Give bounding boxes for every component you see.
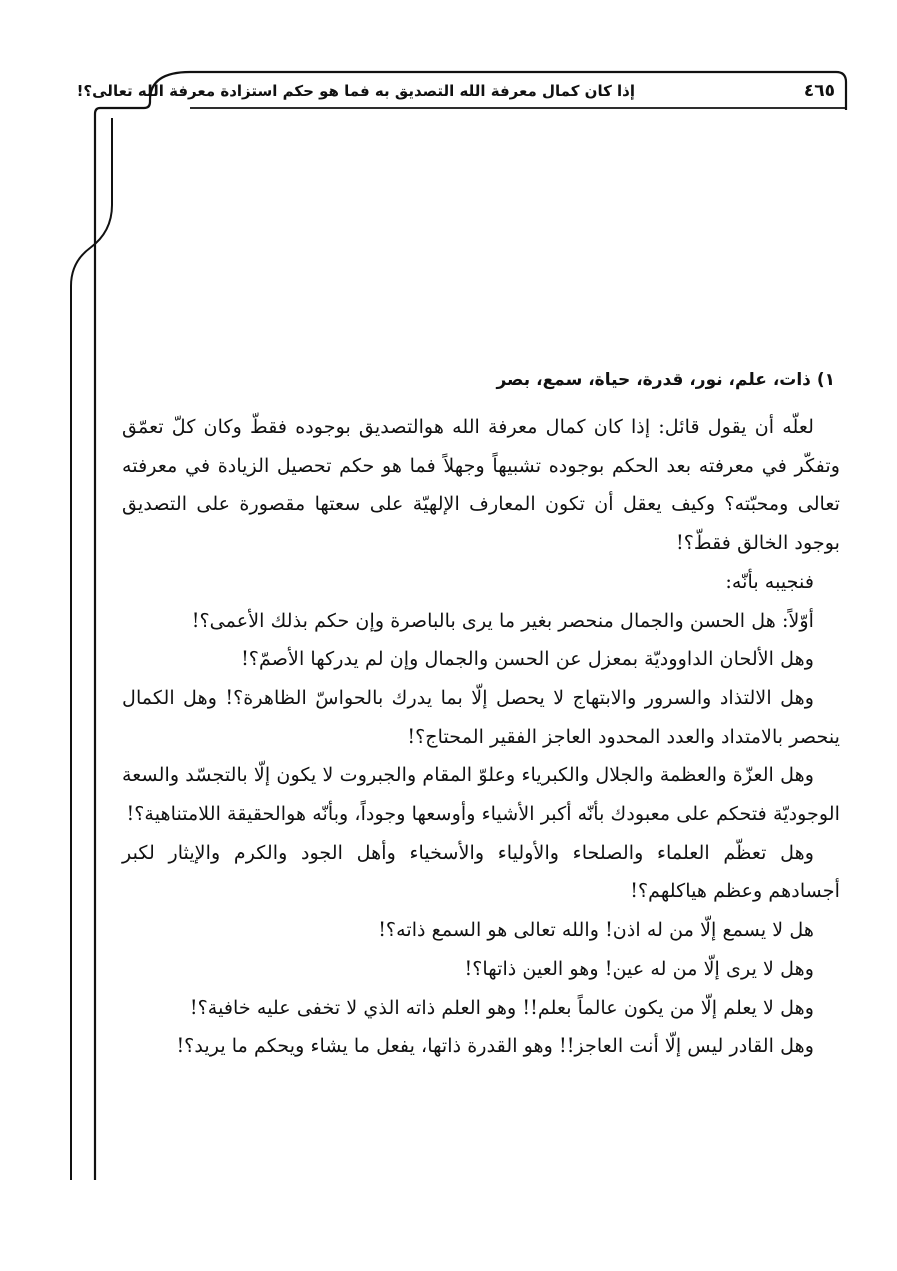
paragraph: وهل لا يرى إلّا من له عين! وهو العين ذاتها؟!	[464, 956, 814, 980]
paragraph: وهل لا يعلم إلّا من يكون عالماً بعلم!! وهو العلم ذاته الذي لا تخفى عليه خافية؟!	[189, 995, 814, 1019]
running-header-title: إذا كان كمال معرفة الله التصديق به فما هو حكم استزادة معرفة الله تعالى؟!	[76, 82, 635, 100]
page-number: ٤٦٥	[803, 81, 835, 101]
paragraph: هل لا يسمع إلّا من له اذن! والله تعالى هو السمع ذاته؟!	[378, 918, 814, 942]
main-text	[122, 408, 840, 1198]
paragraph: وهل العزّة والعظمة والجلال والكبرياء وعلوّ المقام والجبروت لا يكون إلّا بالتجسّد والسعة الوجوديّة فتحكم على معبودك بأنّه أكبر الأشياء وأوسعها وجوداً، وبأنّه هوالحقيقة اللامتناهية؟!	[122, 763, 840, 826]
paragraph: وهل الألحان الداووديّة بمعزل عن الحسن والجمال وإن لم يدركها الأصمّ؟!	[241, 647, 814, 671]
paragraph: وهل القادر ليس إلّا أنت العاجز!! وهو القدرة ذاتها، يفعل ما يشاء ويحكم ما يريد؟!	[176, 1034, 814, 1058]
paragraph: وهل الالتذاد والسرور والابتهاج لا يحصل إلّا بما يدرك بالحواسّ الظاهرة؟! وهل الكمال ينحصر بالامتداد والعدد المحدود العاجز الفقير المحتاج؟!	[122, 685, 840, 748]
paragraph: وهل تعظّم العلماء والصلحاء والأولياء والأسخياء وأهل الجود والكرم والإيثار لكبر أجسادهم وعظم هياكلهم؟!	[122, 840, 840, 903]
paragraph: فنجيبه بأنّه:	[725, 569, 814, 593]
footnote: ١) ذات، علم، نور، قدرة، حياة، سمع، بصر	[496, 370, 835, 390]
paragraph: لعلّه أن يقول قائل: إذا كان كمال معرفة الله هوالتصديق بوجوده فقطّ وكان كلّ تعمّق وتفكّر في معرفته بعد الحكم بوجوده تشبيهاً وجهلاً فما هو حكم تحصيل الزيادة في معرفته تعالى ومحبّته؟ وكيف يعقل أن تكون المعارف الإلهيّة على سعتها مقصورة على التصديق بوجود الخالق فقطّ؟!	[122, 415, 840, 555]
paragraph: أوّلاً: هل الحسن والجمال منحصر بغير ما يرى بالباصرة وإن حكم بذلك الأعمى؟!	[191, 608, 814, 632]
side-frame-line	[71, 118, 112, 1180]
